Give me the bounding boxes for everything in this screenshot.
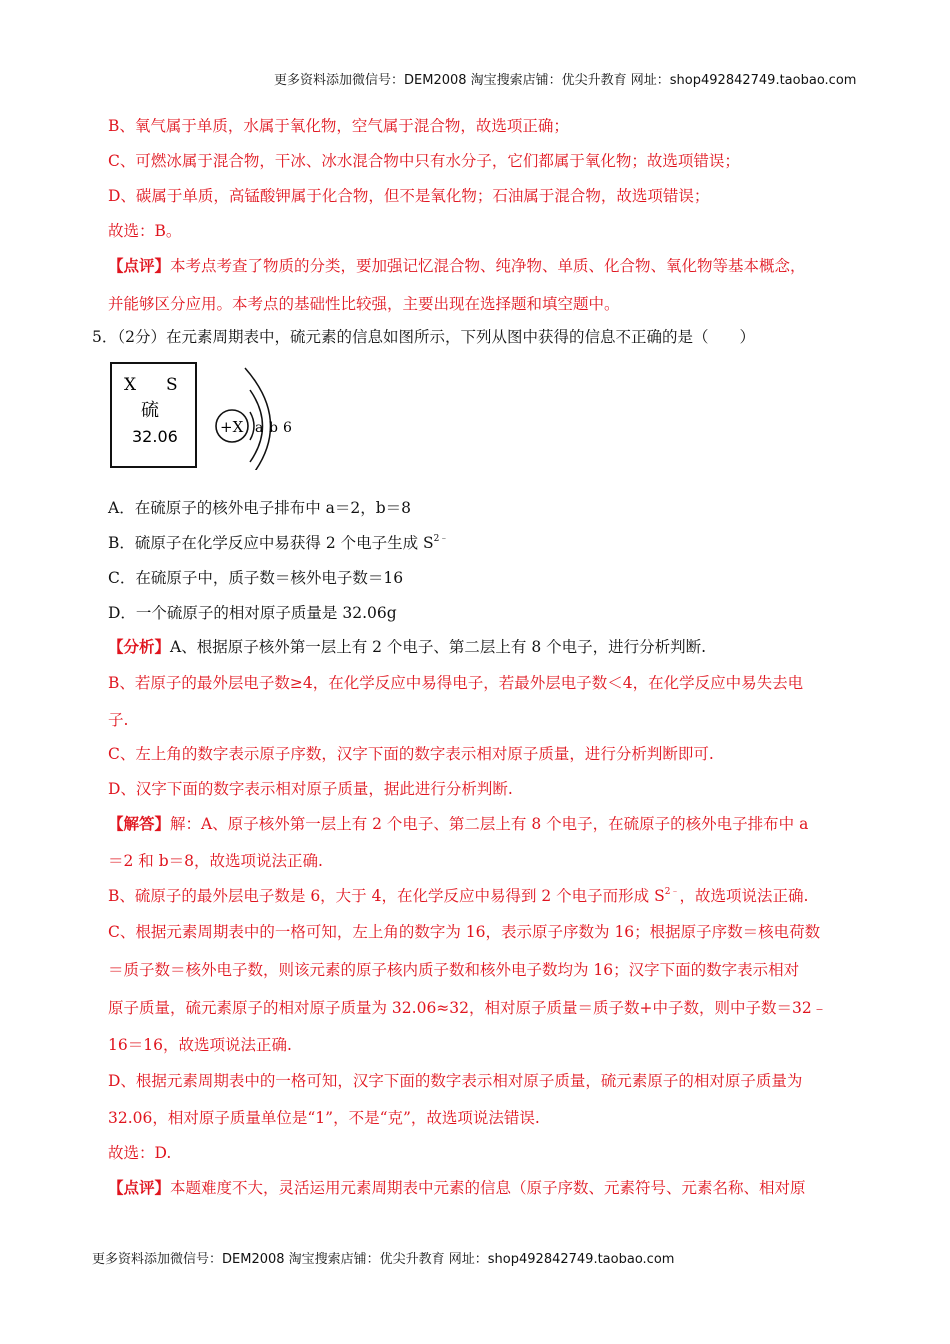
sulfur-element-figure [110,362,310,470]
tile-symbol: S [166,375,178,395]
solution-b-text: B、硫原子的最外层电子数是 6，大于 4，在化学反应中易得到 2 个电子而形成 S [108,887,665,905]
electron-shell-1 [250,412,254,440]
solution-d-2: 32.06，相对原子质量单位是“1”，不是“克”，故选项说法错误. [108,1109,540,1127]
prev-review-cont: 并能够区分应用。本考点的基础性比较强，主要出现在选择题和填空题中。 [108,295,620,313]
review-text: 本题难度不大，灵活运用元素周期表中元素的信息（原子序数、元素符号、元素名称、相对原 [170,1179,806,1197]
prev-option-c-explanation: C、可燃冰属于混合物，干冰、冰水混合物中只有水分子，它们都属于氧化物；故选项错误； [108,152,740,170]
solution-b-tail: ，故选项说法正确. [679,887,809,905]
analysis-b: B、若原子的最外层电子数≥4，在化学反应中易得电子，若最外层电子数＜4，在化学反应中易失去电 [108,674,804,692]
solution-a [108,814,808,834]
option-b-superscript: 2﹣ [433,534,449,544]
analysis-d: D、汉字下面的数字表示相对原子质量，据此进行分析判断. [108,780,513,798]
prev-answer: 故选：B。 [108,222,182,240]
option-a: A．在硫原子的核外电子排布中 a＝2，b＝8 [108,499,412,517]
solution-a-text: 解：A、原子核外第一层上有 2 个电子、第二层上有 8 个电子，在硫原子的核外电子排布中 a [170,815,809,833]
electron-shell-3 [245,368,271,470]
analysis-c: C、左上角的数字表示原子序数，汉字下面的数字表示相对原子质量，进行分析判断即可. [108,745,714,763]
tile-atomic-number: X [124,375,137,395]
solution-b [108,886,808,906]
prev-review-tag: 【点评】 [108,256,171,275]
prev-review-text: 本考点考查了物质的分类，要加强记忆混合物、纯净物、单质、化合物、氧化物等基本概念， [170,257,806,275]
option-d: D．一个硫原子的相对原子质量是 32.06g [108,604,397,622]
solution-c-4: 16＝16，故选项说法正确. [108,1036,292,1054]
solution-c-2: ＝质子数＝核外电子数，则该元素的原子核内质子数和核外电子数均为 16；汉字下面的数字表示相对 [108,961,800,979]
solution-d-1: D、根据元素周期表中的一格可知，汉字下面的数字表示相对原子质量，硫元素原子的相对原子质量为 [108,1072,803,1090]
review [108,1178,806,1198]
solution-c-3: 原子质量，硫元素原子的相对原子质量为 32.06≈32，相对原子质量＝质子数+中子数，则中子数＝32﹣ [108,999,828,1017]
analysis-tag: 【分析】 [108,637,171,656]
sulfur-figure-svg [110,362,310,470]
solution-a-cont: ＝2 和 b＝8，故选项说法正确. [108,852,323,870]
solution-tag: 【解答】 [108,814,171,833]
prev-review [108,256,806,276]
option-b-text: B．硫原子在化学反应中易获得 2 个电子生成 S [108,534,434,552]
solution-answer: 故选：D. [108,1144,172,1162]
page-footer: 更多资料添加微信号：DEM2008 淘宝搜索店铺：优尖升教育 网址：shop492842749.taobao.com [92,1252,675,1267]
shell-c-label: 6 [283,420,292,436]
nucleus-charge: +X [220,418,244,436]
shell-b-label: b [269,420,278,436]
option-c: C．在硫原子中，质子数＝核外电子数＝16 [108,569,404,587]
shell-a-label: a [255,420,264,436]
page-header: 更多资料添加微信号：DEM2008 淘宝搜索店铺：优尖升教育 网址：shop492842749.taobao.com [274,73,857,88]
review-tag: 【点评】 [108,1178,171,1197]
analysis-a-text: A、根据原子核外第一层上有 2 个电子、第二层上有 8 个电子，进行分析判断. [170,638,707,656]
tile-atomic-mass: 32.06 [132,427,178,446]
solution-b-superscript: 2﹣ [664,887,680,897]
question-stem: 5．（2分）在元素周期表中，硫元素的信息如图所示，下列从图中获得的信息不正确的是（ ） [92,328,755,346]
solution-c-1: C、根据元素周期表中的一格可知，左上角的数字为 16，表示原子序数为 16；根据原子序数＝核电荷数 [108,923,821,941]
prev-option-d-explanation: D、碳属于单质，高锰酸钾属于化合物，但不是氧化物；石油属于混合物，故选项错误； [108,187,710,205]
analysis-a [108,637,706,657]
prev-option-b-explanation: B、氧气属于单质，水属于氧化物，空气属于混合物，故选项正确； [108,117,569,135]
analysis-b-cont: 子. [108,711,129,729]
option-b [108,533,448,553]
tile-element-name: 硫 [141,400,159,421]
